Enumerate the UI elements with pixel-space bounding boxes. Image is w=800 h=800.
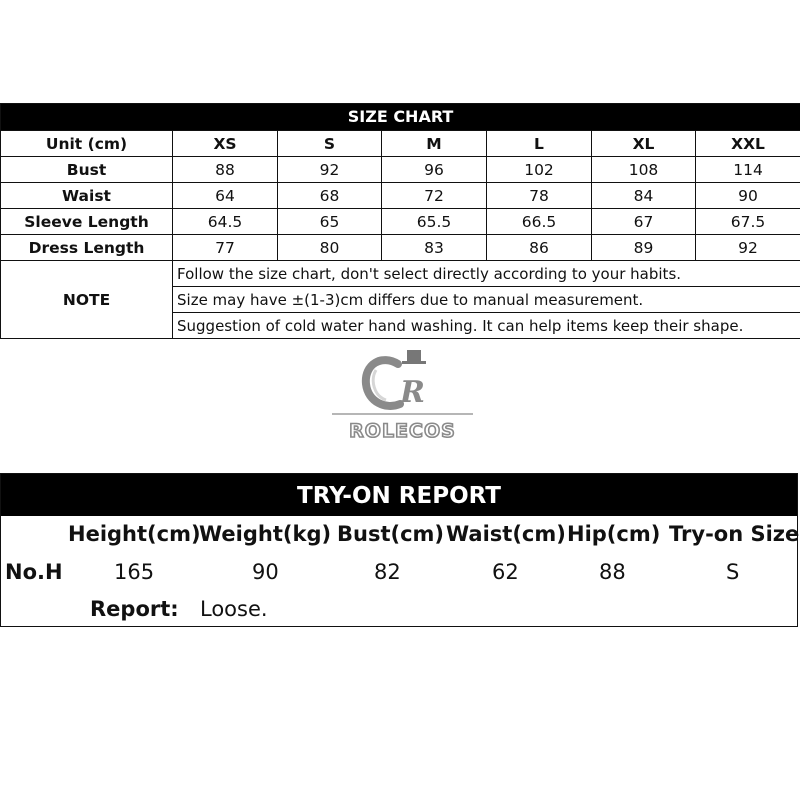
try-on-header: Hip(cm) <box>567 522 661 546</box>
table-cell: 67 <box>592 209 696 235</box>
table-cell: 78 <box>487 183 592 209</box>
try-on-header: Waist(cm) <box>446 522 566 546</box>
brand-monogram-icon <box>330 346 475 426</box>
try-on-header: Height(cm) <box>68 522 201 546</box>
table-cell: 80 <box>278 235 382 261</box>
row-label: Bust <box>1 157 173 183</box>
table-cell: 68 <box>278 183 382 209</box>
table-cell: 65.5 <box>382 209 487 235</box>
size-header: L <box>487 131 592 157</box>
table-row <box>1 209 800 235</box>
table-cell: 67.5 <box>696 209 800 235</box>
table-cell: 72 <box>382 183 487 209</box>
report-text: Loose. <box>200 597 268 621</box>
try-on-title: TRY-ON REPORT <box>1 474 797 516</box>
size-header: XS <box>173 131 278 157</box>
table-cell: 89 <box>592 235 696 261</box>
table-cell: 84 <box>592 183 696 209</box>
note-text: Follow the size chart, don't select directly according to your habits. <box>173 261 800 287</box>
table-cell: 77 <box>173 235 278 261</box>
table-row <box>1 235 800 261</box>
try-on-header: Bust(cm) <box>337 522 445 546</box>
try-on-value: 165 <box>114 560 155 584</box>
row-label: Waist <box>1 183 173 209</box>
try-on-value: S <box>726 560 740 584</box>
note-label: NOTE <box>1 261 173 339</box>
try-on-value: 90 <box>252 560 279 584</box>
table-cell: 86 <box>487 235 592 261</box>
brand-logo <box>330 346 475 446</box>
note-row <box>1 261 800 287</box>
table-cell: 66.5 <box>487 209 592 235</box>
size-chart-title: SIZE CHART <box>1 104 800 131</box>
try-on-row-label: No.H <box>5 560 63 584</box>
table-cell: 64.5 <box>173 209 278 235</box>
size-header: S <box>278 131 382 157</box>
table-cell: 90 <box>696 183 800 209</box>
report-label: Report: <box>90 597 179 621</box>
table-cell: 83 <box>382 235 487 261</box>
row-label: Dress Length <box>1 235 173 261</box>
svg-text:R: R <box>400 375 425 410</box>
size-header: M <box>382 131 487 157</box>
table-cell: 102 <box>487 157 592 183</box>
row-label: Sleeve Length <box>1 209 173 235</box>
size-header-row <box>1 131 800 157</box>
size-header: XL <box>592 131 696 157</box>
try-on-value: 62 <box>492 560 519 584</box>
table-cell: 114 <box>696 157 800 183</box>
table-cell: 65 <box>278 209 382 235</box>
try-on-report <box>0 473 798 627</box>
table-row <box>1 183 800 209</box>
table-cell: 92 <box>278 157 382 183</box>
try-on-header: Try-on Size <box>669 522 800 546</box>
try-on-value: 82 <box>374 560 401 584</box>
table-cell: 108 <box>592 157 696 183</box>
table-cell: 88 <box>173 157 278 183</box>
try-on-header: Weight(kg) <box>199 522 332 546</box>
table-cell: 64 <box>173 183 278 209</box>
brand-name: ROLECOS <box>349 420 456 442</box>
note-text: Size may have ±(1-3)cm differs due to manual measurement. <box>173 287 800 313</box>
table-cell: 92 <box>696 235 800 261</box>
try-on-value: 88 <box>599 560 626 584</box>
table-cell: 96 <box>382 157 487 183</box>
size-header: XXL <box>696 131 800 157</box>
size-chart-table <box>0 103 800 339</box>
unit-label: Unit (cm) <box>1 131 173 157</box>
note-text: Suggestion of cold water hand washing. It can help items keep their shape. <box>173 313 800 339</box>
table-row <box>1 157 800 183</box>
